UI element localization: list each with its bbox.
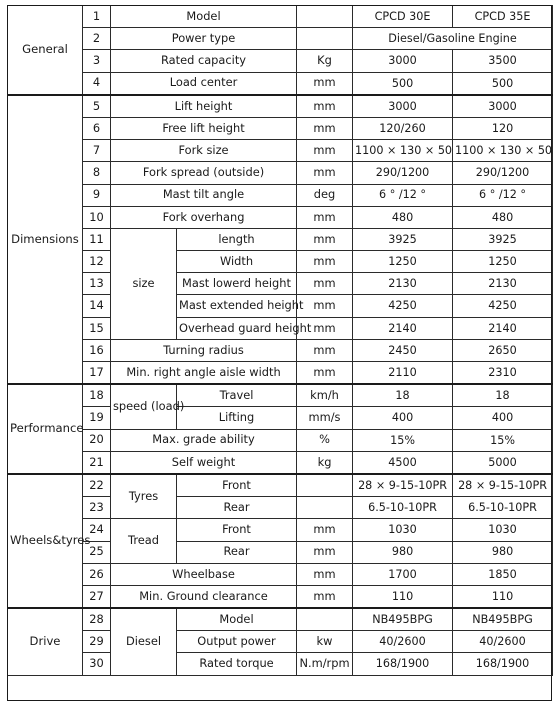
value-cpcd35e: 6 ° /12 ° — [453, 184, 553, 206]
value-cpcd30e: 6.5-10-10PR — [353, 497, 453, 519]
table-row — [8, 339, 553, 361]
value-cpcd30e: 6 ° /12 ° — [353, 184, 453, 206]
value-cpcd35e: 2130 — [453, 273, 553, 295]
table-row — [8, 563, 553, 585]
row-number: 10 — [83, 206, 111, 228]
table-row — [8, 631, 553, 653]
row-label: Power type — [111, 28, 297, 50]
row-number: 13 — [83, 273, 111, 295]
row-label: Model — [177, 608, 297, 631]
row-label: Mast tilt angle — [111, 184, 297, 206]
row-unit: mm — [297, 563, 353, 585]
row-label: Max. grade ability — [111, 429, 297, 451]
row-unit: mm — [297, 72, 353, 95]
group-drive: Drive — [8, 608, 83, 675]
row-unit — [297, 474, 353, 497]
row-label: Model — [111, 6, 297, 28]
row-label: Rated torque — [177, 653, 297, 675]
table-row — [8, 184, 553, 206]
table-row — [8, 317, 553, 339]
row-label: Self weight — [111, 451, 297, 474]
value-cpcd30e: 2450 — [353, 339, 453, 361]
value-cpcd30e: 2130 — [353, 273, 453, 295]
row-unit: mm — [297, 117, 353, 139]
value-cpcd30e: 290/1200 — [353, 162, 453, 184]
value-cpcd35e: 3925 — [453, 228, 553, 250]
table-row — [8, 608, 553, 631]
row-number: 5 — [83, 95, 111, 118]
row-unit: mm — [297, 585, 353, 608]
value-cpcd30e: 3925 — [353, 228, 453, 250]
subgroup-tyres: Tyres — [111, 474, 177, 519]
value-cpcd30e: 3000 — [353, 95, 453, 118]
value-cpcd35e: 1100 × 130 × 50 — [453, 140, 553, 162]
row-unit: mm — [297, 251, 353, 273]
subgroup-size: size — [111, 228, 177, 339]
row-number: 16 — [83, 339, 111, 361]
row-label: Rear — [177, 541, 297, 563]
row-label: Lift height — [111, 95, 297, 118]
row-label: Min. right angle aisle width — [111, 362, 297, 385]
row-unit: % — [297, 429, 353, 451]
subgroup-tread: Tread — [111, 519, 177, 563]
group-general: General — [8, 6, 83, 95]
row-number: 18 — [83, 384, 111, 407]
row-label: Mast extended height — [177, 295, 297, 317]
table-row — [8, 541, 553, 563]
value-cpcd30e: 168/1900 — [353, 653, 453, 675]
table-row — [8, 451, 553, 474]
table-row — [8, 295, 553, 317]
table-row — [8, 50, 553, 72]
row-number: 3 — [83, 50, 111, 72]
row-number: 20 — [83, 429, 111, 451]
value-cpcd35e: 4250 — [453, 295, 553, 317]
group-wheels-tyres: Wheels&tyres — [8, 474, 83, 608]
value-cpcd30e: 2140 — [353, 317, 453, 339]
value-cpcd30e: CPCD 30E — [353, 6, 453, 28]
group-dimensions: Dimensions — [8, 95, 83, 384]
row-number: 9 — [83, 184, 111, 206]
row-unit — [297, 28, 353, 50]
row-number: 1 — [83, 6, 111, 28]
row-number: 15 — [83, 317, 111, 339]
table-row — [8, 407, 553, 429]
row-label: Rear — [177, 497, 297, 519]
table-row — [8, 251, 553, 273]
table-row — [8, 384, 553, 407]
value-cpcd30e: 1030 — [353, 519, 453, 541]
value-cpcd35e: 2650 — [453, 339, 553, 361]
row-number: 12 — [83, 251, 111, 273]
table-row — [8, 28, 553, 50]
row-unit: mm — [297, 541, 353, 563]
value-cpcd30e: 15% — [353, 429, 453, 451]
value-cpcd30e: 110 — [353, 585, 453, 608]
row-label: length — [177, 228, 297, 250]
row-label: Output power — [177, 631, 297, 653]
table-row — [8, 206, 553, 228]
value-cpcd35e: 120 — [453, 117, 553, 139]
row-unit: mm — [297, 362, 353, 385]
value-cpcd30e: 500 — [353, 72, 453, 95]
value-cpcd30e: 4250 — [353, 295, 453, 317]
value-cpcd30e: NB495BPG — [353, 608, 453, 631]
value-cpcd35e: 1850 — [453, 563, 553, 585]
row-unit: N.m/rpm — [297, 653, 353, 675]
value-cpcd30e: 3000 — [353, 50, 453, 72]
row-unit: mm — [297, 339, 353, 361]
row-label: Rated capacity — [111, 50, 297, 72]
row-unit — [297, 6, 353, 28]
row-unit: mm/s — [297, 407, 353, 429]
value-cpcd30e: 1250 — [353, 251, 453, 273]
table-row — [8, 429, 553, 451]
row-label: Front — [177, 519, 297, 541]
value-cpcd30e: 28 × 9-15-10PR — [353, 474, 453, 497]
row-number: 17 — [83, 362, 111, 385]
table-row — [8, 117, 553, 139]
row-label: Mast lowerd height — [177, 273, 297, 295]
value-cpcd35e: 400 — [453, 407, 553, 429]
value-cpcd30e: 1700 — [353, 563, 453, 585]
subgroup-speed: speed (load) — [111, 384, 177, 429]
row-unit: mm — [297, 162, 353, 184]
spec-table — [7, 5, 553, 676]
row-unit: mm — [297, 317, 353, 339]
table-row — [8, 362, 553, 385]
group-performance: Performance — [8, 384, 83, 474]
value-cpcd35e: 6.5-10-10PR — [453, 497, 553, 519]
value-cpcd35e: 3000 — [453, 95, 553, 118]
value-cpcd30e: 1100 × 130 × 50 — [353, 140, 453, 162]
row-label: Travel — [177, 384, 297, 407]
row-unit: mm — [297, 228, 353, 250]
value-cpcd35e: 110 — [453, 585, 553, 608]
value-cpcd35e: 2310 — [453, 362, 553, 385]
value-cpcd35e: 3500 — [453, 50, 553, 72]
row-unit: mm — [297, 140, 353, 162]
value-cpcd35e: 18 — [453, 384, 553, 407]
row-label: Free lift height — [111, 117, 297, 139]
value-cpcd35e: 290/1200 — [453, 162, 553, 184]
row-number: 2 — [83, 28, 111, 50]
row-number: 4 — [83, 72, 111, 95]
value-both: Diesel/Gasoline Engine — [353, 28, 553, 50]
row-number: 23 — [83, 497, 111, 519]
row-label: Lifting — [177, 407, 297, 429]
value-cpcd35e: NB495BPG — [453, 608, 553, 631]
table-row — [8, 497, 553, 519]
row-number: 14 — [83, 295, 111, 317]
row-label: Fork overhang — [111, 206, 297, 228]
value-cpcd35e: 480 — [453, 206, 553, 228]
value-cpcd35e: 168/1900 — [453, 653, 553, 675]
spec-sheet — [7, 5, 552, 701]
row-number: 6 — [83, 117, 111, 139]
row-number: 11 — [83, 228, 111, 250]
table-row — [8, 140, 553, 162]
value-cpcd35e: 15% — [453, 429, 553, 451]
row-label: Wheelbase — [111, 563, 297, 585]
row-number: 28 — [83, 608, 111, 631]
row-label: Front — [177, 474, 297, 497]
table-row — [8, 162, 553, 184]
row-unit: mm — [297, 206, 353, 228]
row-label: Overhead guard height — [177, 317, 297, 339]
table-row — [8, 474, 553, 497]
table-row — [8, 6, 553, 28]
row-unit: mm — [297, 273, 353, 295]
value-cpcd35e: 500 — [453, 72, 553, 95]
value-cpcd35e: 5000 — [453, 451, 553, 474]
value-cpcd35e: 28 × 9-15-10PR — [453, 474, 553, 497]
row-number: 21 — [83, 451, 111, 474]
value-cpcd35e: 1030 — [453, 519, 553, 541]
table-row — [8, 273, 553, 295]
value-cpcd30e: 400 — [353, 407, 453, 429]
value-cpcd30e: 980 — [353, 541, 453, 563]
value-cpcd35e: 40/2600 — [453, 631, 553, 653]
table-row — [8, 653, 553, 675]
row-number: 7 — [83, 140, 111, 162]
row-label: Fork spread (outside) — [111, 162, 297, 184]
value-cpcd30e: 18 — [353, 384, 453, 407]
row-label: Load center — [111, 72, 297, 95]
value-cpcd30e: 40/2600 — [353, 631, 453, 653]
row-number: 24 — [83, 519, 111, 541]
row-unit: km/h — [297, 384, 353, 407]
value-cpcd35e: 2140 — [453, 317, 553, 339]
value-cpcd30e: 2110 — [353, 362, 453, 385]
value-cpcd35e: 1250 — [453, 251, 553, 273]
row-unit: mm — [297, 95, 353, 118]
row-label: Fork size — [111, 140, 297, 162]
row-number: 25 — [83, 541, 111, 563]
value-cpcd30e: 480 — [353, 206, 453, 228]
row-unit: mm — [297, 519, 353, 541]
row-number: 29 — [83, 631, 111, 653]
row-number: 22 — [83, 474, 111, 497]
row-unit: kg — [297, 451, 353, 474]
row-number: 30 — [83, 653, 111, 675]
table-row — [8, 585, 553, 608]
value-cpcd30e: 4500 — [353, 451, 453, 474]
value-cpcd30e: 120/260 — [353, 117, 453, 139]
row-unit: Kg — [297, 50, 353, 72]
value-cpcd35e: 980 — [453, 541, 553, 563]
row-unit: mm — [297, 295, 353, 317]
row-label: Min. Ground clearance — [111, 585, 297, 608]
table-row — [8, 72, 553, 95]
subgroup-diesel: Diesel — [111, 608, 177, 675]
row-number: 8 — [83, 162, 111, 184]
row-label: Turning radius — [111, 339, 297, 361]
row-unit: kw — [297, 631, 353, 653]
table-row — [8, 228, 553, 250]
row-number: 19 — [83, 407, 111, 429]
row-unit — [297, 497, 353, 519]
row-unit: deg — [297, 184, 353, 206]
value-cpcd35e: CPCD 35E — [453, 6, 553, 28]
row-number: 26 — [83, 563, 111, 585]
row-unit — [297, 608, 353, 631]
table-row — [8, 95, 553, 118]
row-label: Width — [177, 251, 297, 273]
row-number: 27 — [83, 585, 111, 608]
